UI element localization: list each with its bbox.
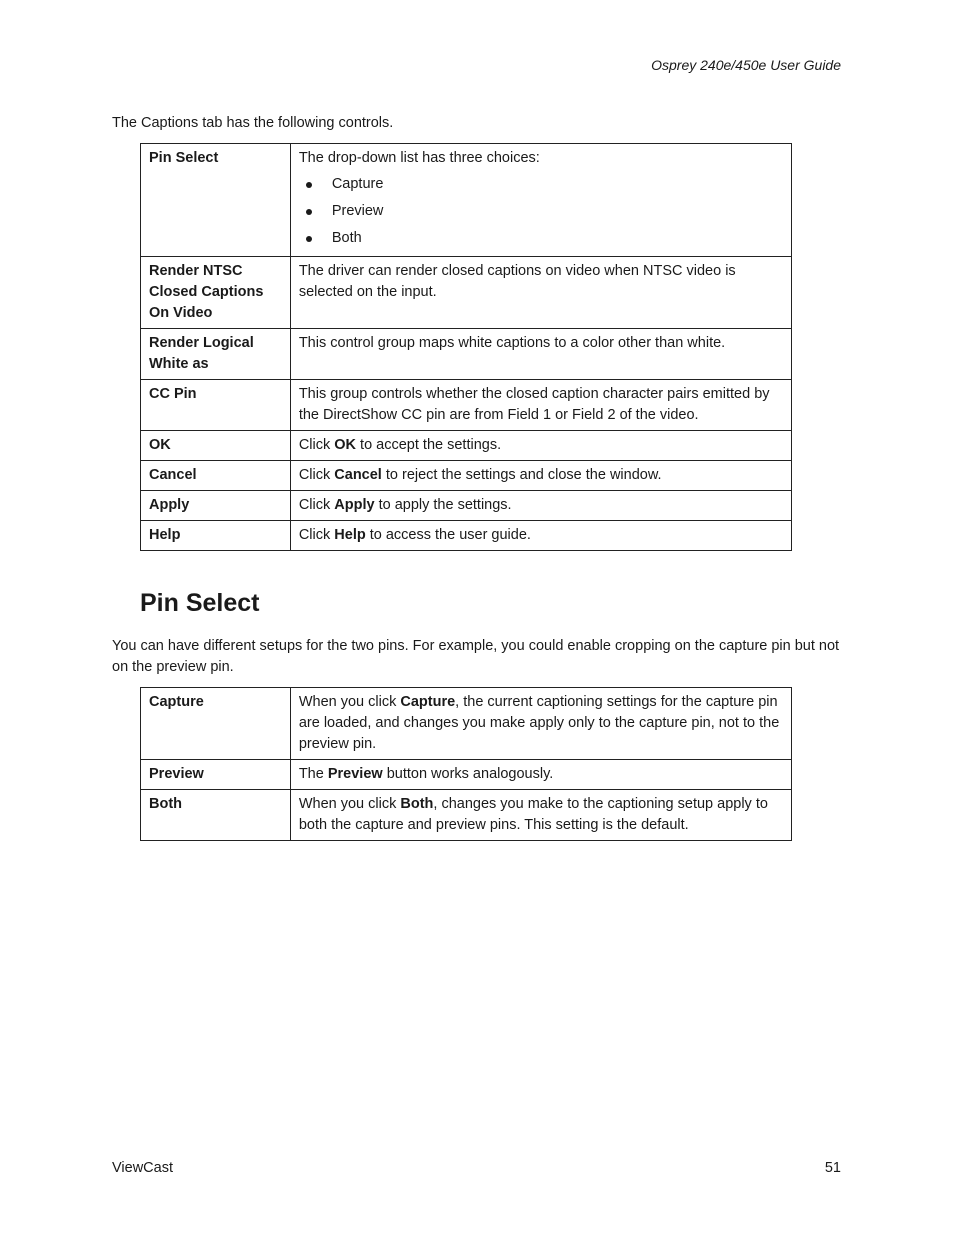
table-row [141,461,792,491]
description-cell [290,760,791,790]
desc-text: Click [298,497,335,513]
description-cell: The driver can render closed captions on video when NTSC video is selected on the input. [290,257,791,329]
desc-text: to apply the settings. [374,497,512,513]
desc-text: to access the user guide. [365,527,531,543]
term-cell: Pin Select [141,144,291,257]
table-row [141,431,792,461]
desc-bold: Preview [327,766,383,782]
desc-text: to accept the settings. [356,437,502,453]
desc-text: to reject the settings and close the window. [381,467,662,483]
term-cell: CC Pin [141,380,291,431]
term-cell: Render Logical White as [141,329,291,380]
description-text: The drop-down list has three choices: [298,150,540,166]
table-row [141,380,792,431]
term-cell: Preview [141,760,291,790]
choices-list [299,171,783,252]
term-cell: Help [141,521,291,551]
choice-text: Preview [331,203,384,219]
list-item [299,225,783,252]
description-cell [290,144,791,257]
table-row [141,257,792,329]
table-row [141,329,792,380]
footer-company: ViewCast [112,1160,173,1176]
bullet-icon [306,236,312,242]
page-number: 51 [824,1160,841,1176]
term-cell: Both [141,790,291,841]
desc-text: , changes you make to the captioning setup apply to both the capture and preview pins. This setting is the default. [298,796,768,833]
table-row [141,144,792,257]
table-row [141,521,792,551]
term-cell: Apply [141,491,291,521]
choice-text: Both [331,230,362,246]
desc-text: button works analogously. [382,766,554,782]
desc-bold: OK [334,437,357,453]
bullet-icon [306,209,312,215]
section-paragraph: You can have different setups for the two pins. For example, you could enable cropping on the capture pin but not on the preview pin. [112,638,840,675]
pin-select-table [140,687,792,841]
list-item [299,171,783,198]
description-cell: This control group maps white captions to a color other than white. [290,329,791,380]
description-cell [290,521,791,551]
term-cell: Render NTSC Closed Captions On Video [141,257,291,329]
term-cell: Cancel [141,461,291,491]
desc-bold: Help [334,527,366,543]
desc-text: Click [298,467,335,483]
description-cell [290,491,791,521]
description-cell: This group controls whether the closed caption character pairs emitted by the DirectShow CC pin are from Field 1 or Field 2 of the video. [290,380,791,431]
description-cell [290,431,791,461]
table-row [141,760,792,790]
desc-bold: Capture [400,694,456,710]
desc-bold: Both [400,796,434,812]
desc-text: Click [298,527,335,543]
desc-text: The [298,766,328,782]
description-cell [290,790,791,841]
desc-bold: Apply [334,497,375,513]
table-row [141,790,792,841]
table-row [141,491,792,521]
description-cell [290,461,791,491]
captions-controls-table [140,143,792,551]
desc-bold: Cancel [334,467,382,483]
choice-text: Capture [331,176,384,192]
intro-text: The Captions tab has the following controls. [112,115,394,131]
table-row [141,688,792,760]
bullet-icon [306,182,312,188]
description-cell [290,688,791,760]
running-header: Osprey 240e/450e User Guide [651,57,841,73]
desc-text: Click [298,437,335,453]
term-cell: OK [141,431,291,461]
list-item [299,198,783,225]
desc-text: When you click [298,796,401,812]
term-cell: Capture [141,688,291,760]
section-heading: Pin Select [140,589,260,617]
desc-text: , the current captioning settings for the capture pin are loaded, and changes you make apply only to the capture pin, not to the preview pin. [298,694,780,752]
desc-text: When you click [298,694,401,710]
